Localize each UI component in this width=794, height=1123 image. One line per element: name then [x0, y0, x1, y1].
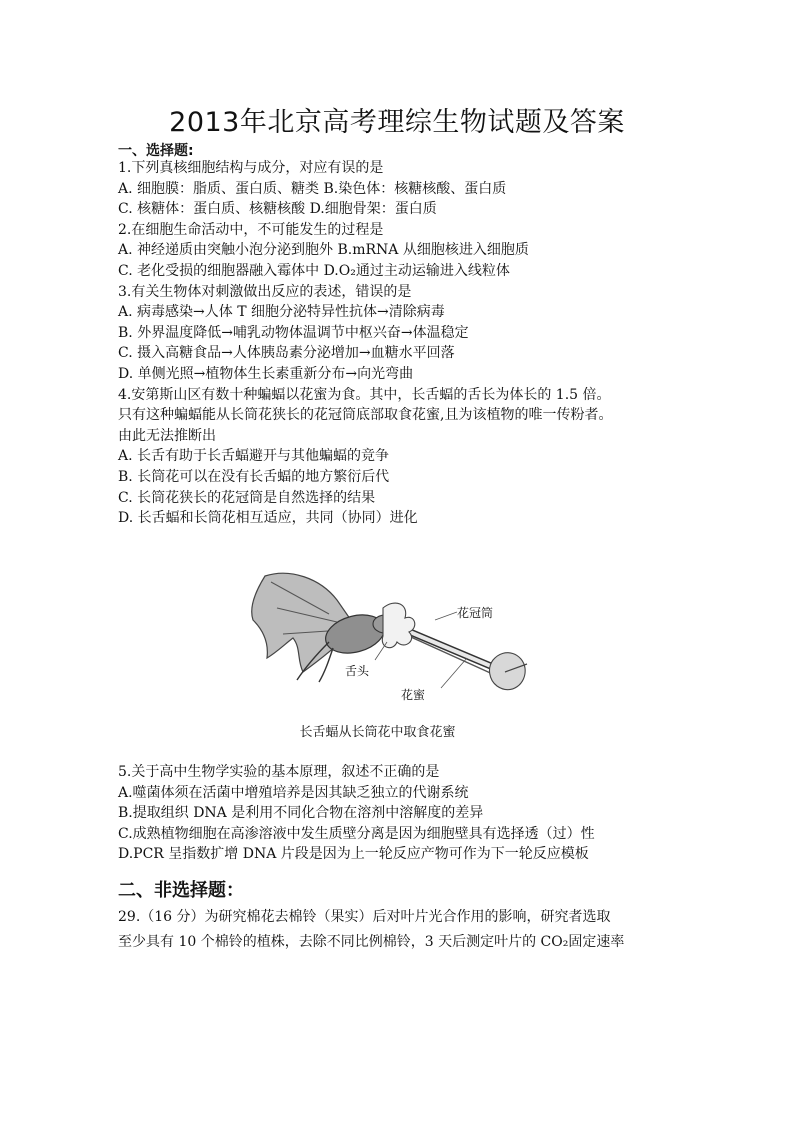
text-line: 只有这种蝙蝠能从长筒花狭长的花冠筒底部取食花蜜,且为该植物的唯一传粉者。	[118, 407, 613, 424]
label-corolla-tube: 花冠筒	[457, 606, 494, 620]
text-line: A. 神经递质由突触小泡分泌到胞外 B.mRNA 从细胞核进入细胞质	[118, 242, 529, 259]
text-line: D.PCR 呈指数扩增 DNA 片段是因为上一轮反应产物可作为下一轮反应模板	[118, 846, 589, 863]
text-line: 5.关于高中生物学实验的基本原理，叙述不正确的是	[118, 764, 440, 780]
text-line: 至少具有 10 个棉铃的植株，去除不同比例棉铃，3 天后测定叶片的 CO₂固定速率	[118, 934, 625, 950]
text-line: C. 摄入高糖食品→人体胰岛素分泌增加→血糖水平回落	[118, 345, 455, 362]
page-title: 2013年北京高考理综生物试题及答案	[169, 107, 625, 138]
text-line: A. 病毒感染→人体 T 细胞分泌特异性抗体→清除病毒	[118, 304, 445, 321]
text-line: D. 单侧光照→植物体生长素重新分布→向光弯曲	[118, 365, 414, 382]
questions-block-1	[118, 158, 698, 529]
questions-block-2	[118, 762, 698, 865]
text-line: A.噬菌体须在活菌中增殖培养是因其缺乏独立的代谢系统	[118, 784, 469, 801]
text-line: 1.下列真核细胞结构与成分，对应有误的是	[118, 160, 384, 176]
text-line: 由此无法推断出	[118, 427, 216, 444]
text-line: A. 细胞膜：脂质、蛋白质、糖类 B.染色体：核糖核酸、蛋白质	[118, 180, 507, 197]
text-line: 3.有关生物体对刺激做出反应的表述，错误的是	[118, 283, 412, 300]
text-line: 4.安第斯山区有数十种蝙蝠以花蜜为食。其中，长舌蝠的舌长为体长的 1.5 倍。	[118, 386, 611, 403]
figure-caption: 长舌蝠从长筒花中取食花蜜	[299, 725, 456, 740]
text-line: C. 核糖体：蛋白质、核糖核酸 D.细胞骨架：蛋白质	[118, 201, 437, 218]
bat-illustration	[205, 568, 550, 728]
text-line: D. 长舌蝠和长筒花相互适应，共同（协同）进化	[118, 510, 418, 527]
section-heading-nonchoice: 二、非选择题：	[118, 880, 244, 901]
label-nectar: 花蜜	[401, 688, 426, 702]
question-29-block	[118, 905, 698, 955]
section-heading-choice: 一、选择题:	[118, 143, 194, 159]
text-line: B. 长筒花可以在没有长舌蝠的地方繁衍后代	[118, 468, 390, 485]
text-line: C.成熟植物细胞在高渗溶液中发生质壁分离是因为细胞壁具有选择透（过）性	[118, 825, 595, 842]
bat-flower-figure	[205, 568, 550, 750]
label-tongue: 舌头	[345, 664, 370, 678]
text-line: 29.（16 分）为研究棉花去棉铃（果实）后对叶片光合作用的影响，研究者选取	[118, 909, 611, 925]
text-line: C. 长筒花狭长的花冠筒是自然选择的结果	[118, 489, 376, 506]
text-line: B.提取组织 DNA 是利用不同化合物在溶剂中溶解度的差异	[118, 805, 484, 822]
text-line: B. 外界温度降低→哺乳动物体温调节中枢兴奋→体温稳定	[118, 324, 469, 341]
text-line: A. 长舌有助于长舌蝠避开与其他蝙蝠的竞争	[118, 448, 390, 465]
text-line: C. 老化受损的细胞器融入霉体中 D.O₂通过主动运输进入线粒体	[118, 262, 510, 279]
text-line: 2.在细胞生命活动中，不可能发生的过程是	[118, 221, 384, 238]
